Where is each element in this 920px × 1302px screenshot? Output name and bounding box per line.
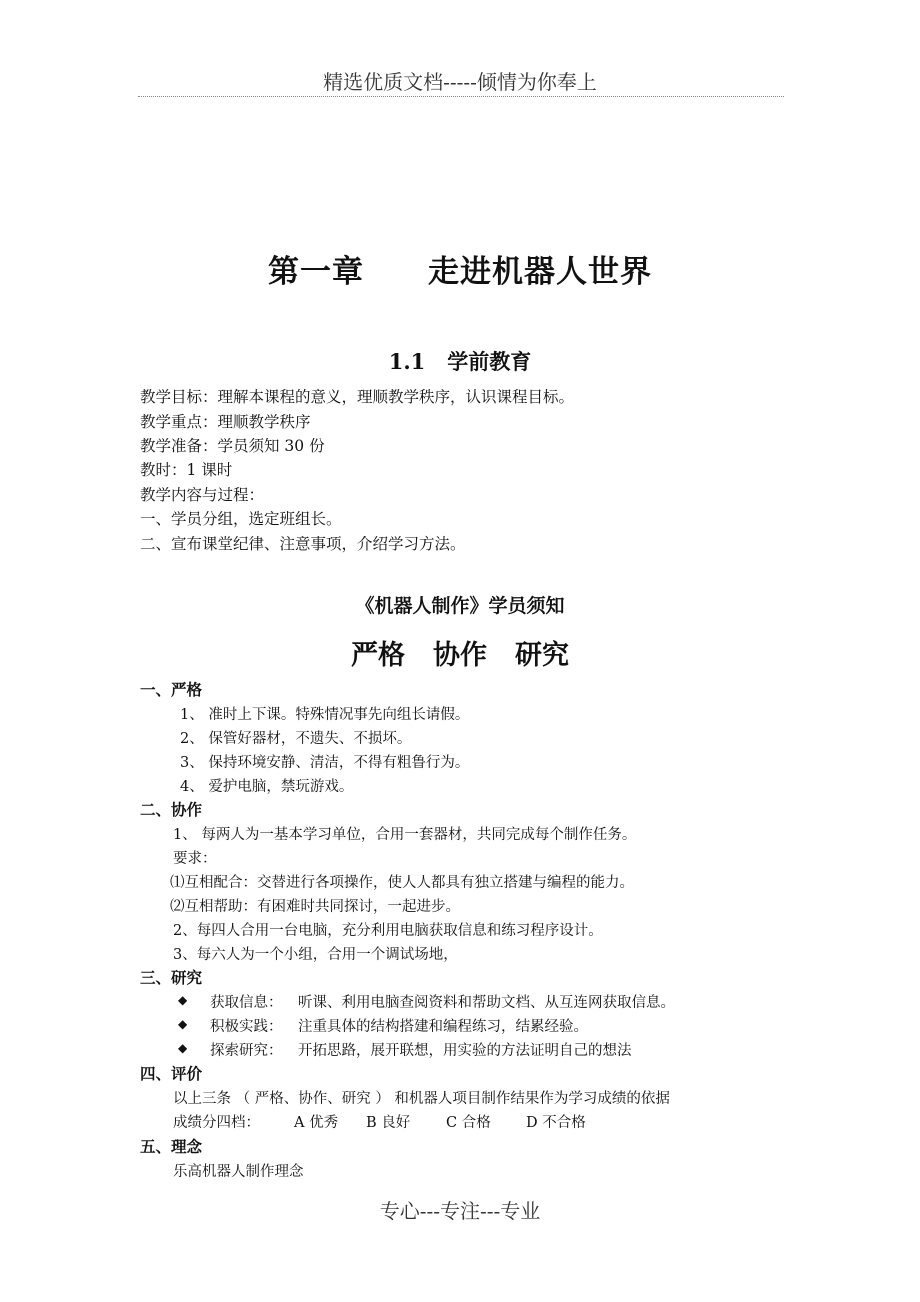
motto-word: 研究 [515, 640, 569, 671]
strict-item: 2、 保管好器材，不遗失、不损坏。 [180, 731, 412, 747]
research-item-label: 积极实践： [210, 1019, 283, 1035]
grades-label: 成绩分四档： [173, 1115, 260, 1131]
section-title [0, 346, 920, 376]
section-name: 学前教育 [447, 349, 532, 374]
chapter-number: 第一章 [268, 254, 364, 290]
grade-d: D 不合格 [526, 1115, 586, 1131]
heading-concept: 五、理念 [140, 1138, 203, 1156]
strict-item: 3、 保持环境安静、清洁，不得有粗鲁行为。 [180, 755, 470, 771]
research-item-label: 获取信息： [210, 995, 283, 1011]
cooperate-requirement: ⑴互相配合：交替进行各项操作，使人人都具有独立搭建与编程的能力。 [170, 875, 634, 891]
grade-b: B 良好 [366, 1115, 411, 1131]
page-header: 精选优质文档-----倾情为你奉上 [323, 70, 597, 94]
motto [0, 633, 920, 672]
chapter-name: 走进机器人世界 [428, 254, 652, 290]
diamond-bullet-icon: ◆ [178, 1017, 188, 1031]
teaching-hours: 教时：1 课时 [140, 461, 233, 479]
motto-word: 严格 [351, 640, 405, 671]
teaching-process-label: 教学内容与过程： [140, 486, 265, 504]
cooperate-item: 3、每六人为一个小组，合用一个调试场地， [173, 947, 458, 963]
grade-c: C 合格 [446, 1115, 491, 1131]
teaching-goal: 教学目标：理解本课程的意义，理顺教学秩序，认识课程目标。 [140, 388, 575, 406]
strict-item: 4、 爱护电脑，禁玩游戏。 [180, 779, 354, 795]
research-item-text: 开拓思路，展开联想，用实验的方法证明自己的想法 [298, 1043, 632, 1059]
heading-evaluate: 四、评价 [140, 1065, 203, 1083]
motto-word: 协作 [433, 640, 487, 671]
heading-strict: 一、严格 [140, 681, 203, 699]
page-footer: 专心---专注---专业 [379, 1199, 541, 1223]
cooperate-requirement: ⑵互相帮助：有困难时共同探讨，一起进步。 [170, 899, 460, 915]
section-number: 1.1 [388, 349, 426, 374]
heading-research: 三、研究 [140, 969, 203, 987]
notice-title: 《机器人制作》学员须知 [355, 595, 565, 617]
cooperate-requirement-label: 要求： [173, 851, 217, 867]
teaching-focus: 教学重点：理顺教学秩序 [140, 413, 311, 431]
research-item-text: 听课、利用电脑查阅资料和帮助文档、从互连网获取信息。 [298, 995, 675, 1011]
process-step-2: 二、宣布课堂纪律、注意事项，介绍学习方法。 [140, 535, 466, 553]
cooperate-item: 2、每四人合用一台电脑，充分利用电脑获取信息和练习程序设计。 [173, 923, 603, 939]
concept-text: 乐高机器人制作理念 [173, 1164, 304, 1180]
diamond-bullet-icon: ◆ [178, 993, 188, 1007]
cooperate-item: 1、 每两人为一基本学习单位，合用一套器材，共同完成每个制作任务。 [173, 827, 637, 843]
teaching-prep: 教学准备：学员须知 30 份 [140, 437, 325, 455]
header-divider [138, 96, 784, 97]
strict-item: 1、 准时上下课。特殊情况事先向组长请假。 [180, 707, 470, 723]
heading-cooperate: 二、协作 [140, 801, 203, 819]
diamond-bullet-icon: ◆ [178, 1041, 188, 1055]
research-item-text: 注重具体的结构搭建和编程练习，结累经验。 [298, 1019, 588, 1035]
process-step-1: 一、学员分组，选定班组长。 [140, 510, 342, 528]
grade-a: A 优秀 [294, 1115, 339, 1131]
chapter-title [0, 246, 920, 291]
evaluate-basis: 以上三条 （ 严格、协作、研究 ） 和机器人项目制作结果作为学习成绩的依据 [173, 1091, 670, 1107]
research-item-label: 探索研究： [210, 1043, 283, 1059]
